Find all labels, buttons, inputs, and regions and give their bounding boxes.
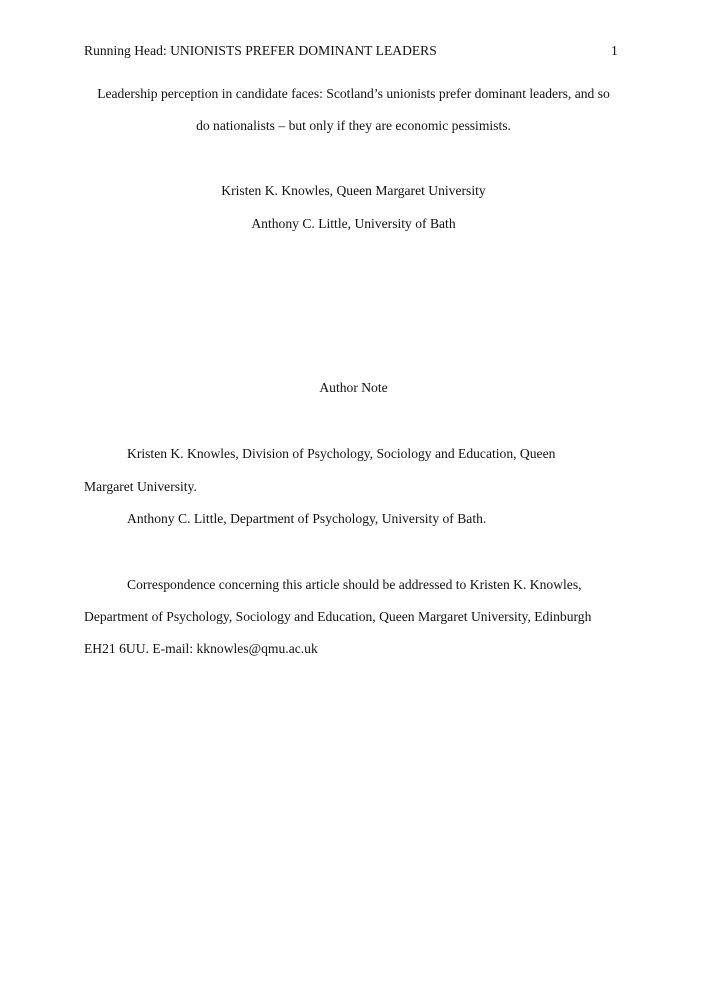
affiliation-1-line-1: Kristen K. Knowles, Division of Psychology, Sociology and Education, Queen — [127, 446, 556, 461]
correspondence-line-1: Correspondence concerning this article should be addressed to Kristen K. Knowles, — [127, 577, 582, 592]
running-head: Running Head: UNIONISTS PREFER DOMINANT LEADERS — [84, 43, 437, 58]
title-line-1: Leadership perception in candidate faces: Scotland’s unionists prefer dominant leaders, and so — [97, 86, 610, 101]
correspondence-line-3: EH21 6UU. E-mail: kknowles@qmu.ac.uk — [84, 641, 318, 656]
author-1: Kristen K. Knowles, Queen Margaret University — [221, 183, 486, 198]
title-line-2: do nationalists – but only if they are economic pessimists. — [196, 118, 511, 133]
author-2: Anthony C. Little, University of Bath — [251, 216, 456, 231]
author-note-heading: Author Note — [319, 380, 388, 395]
affiliation-1-line-2: Margaret University. — [84, 479, 197, 494]
page-number: 1 — [611, 43, 618, 58]
correspondence-line-2: Department of Psychology, Sociology and Education, Queen Margaret University, Edinburgh — [84, 609, 592, 624]
affiliation-2: Anthony C. Little, Department of Psychology, University of Bath. — [127, 511, 487, 526]
